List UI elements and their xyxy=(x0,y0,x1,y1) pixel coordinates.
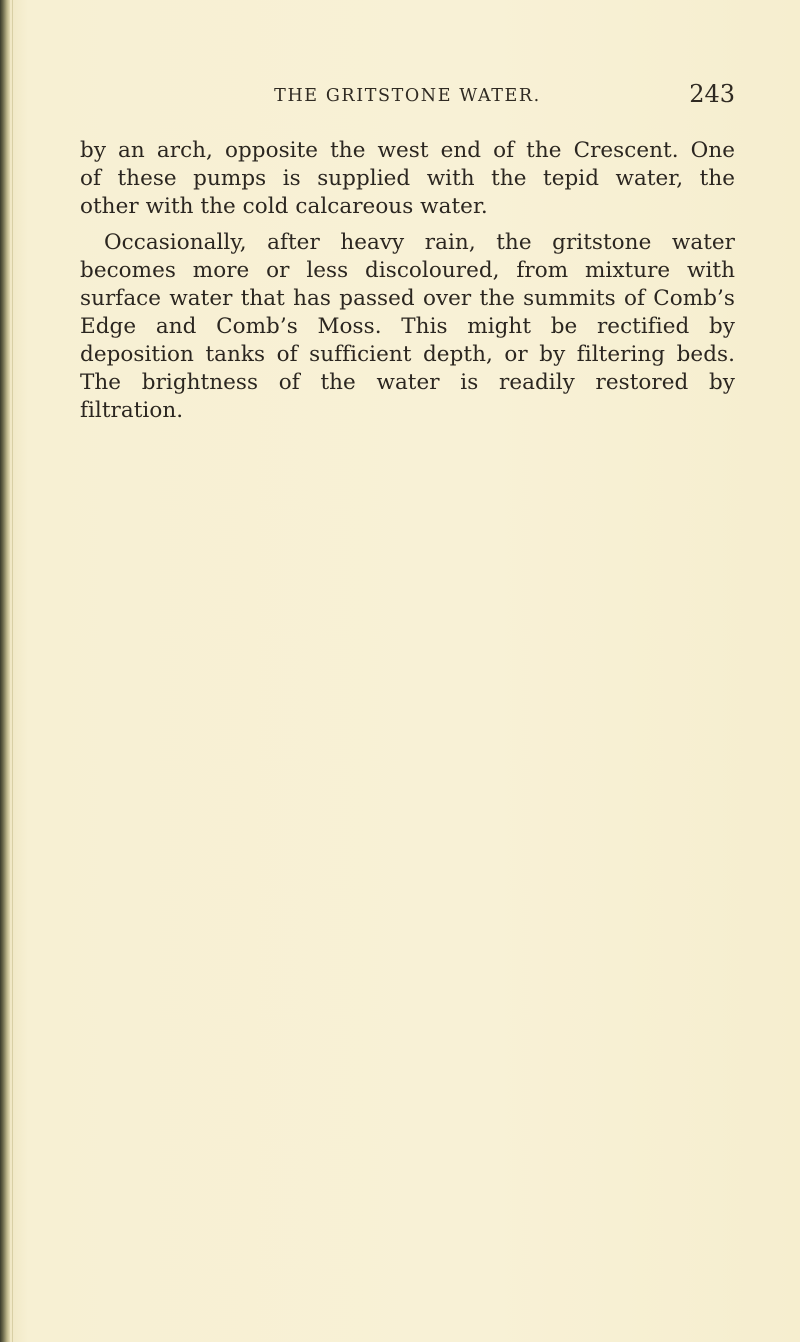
text-line: deposition tanks of sufficient depth, or by filtering beds. xyxy=(80,342,735,367)
text-line: The brightness of the water is readily restored by xyxy=(80,370,735,395)
text-line: Occasionally, after heavy rain, the gritstone water xyxy=(104,230,735,255)
text-line: surface water that has passed over the summits of Comb’s xyxy=(80,286,735,311)
text-line: by an arch, opposite the west end of the Crescent. One xyxy=(80,138,735,163)
running-head-title: THE GRITSTONE WATER. xyxy=(274,86,541,106)
gutter-line xyxy=(12,0,13,1342)
text-line: Edge and Comb’s Moss. This might be rectified by xyxy=(80,314,735,339)
paragraph-gap xyxy=(80,221,735,229)
paragraph-2 xyxy=(80,229,735,425)
text-line: becomes more or less discoloured, from mixture with xyxy=(80,258,735,283)
running-head xyxy=(80,80,735,116)
page-gutter-shadow xyxy=(0,0,10,1342)
paragraph-1 xyxy=(80,137,735,221)
text-line: filtration. xyxy=(80,398,184,423)
body-text xyxy=(80,137,735,425)
text-line: other with the cold calcareous water. xyxy=(80,194,488,219)
page-number: 243 xyxy=(689,80,735,108)
text-line: of these pumps is supplied with the tepid water, the xyxy=(80,166,735,191)
